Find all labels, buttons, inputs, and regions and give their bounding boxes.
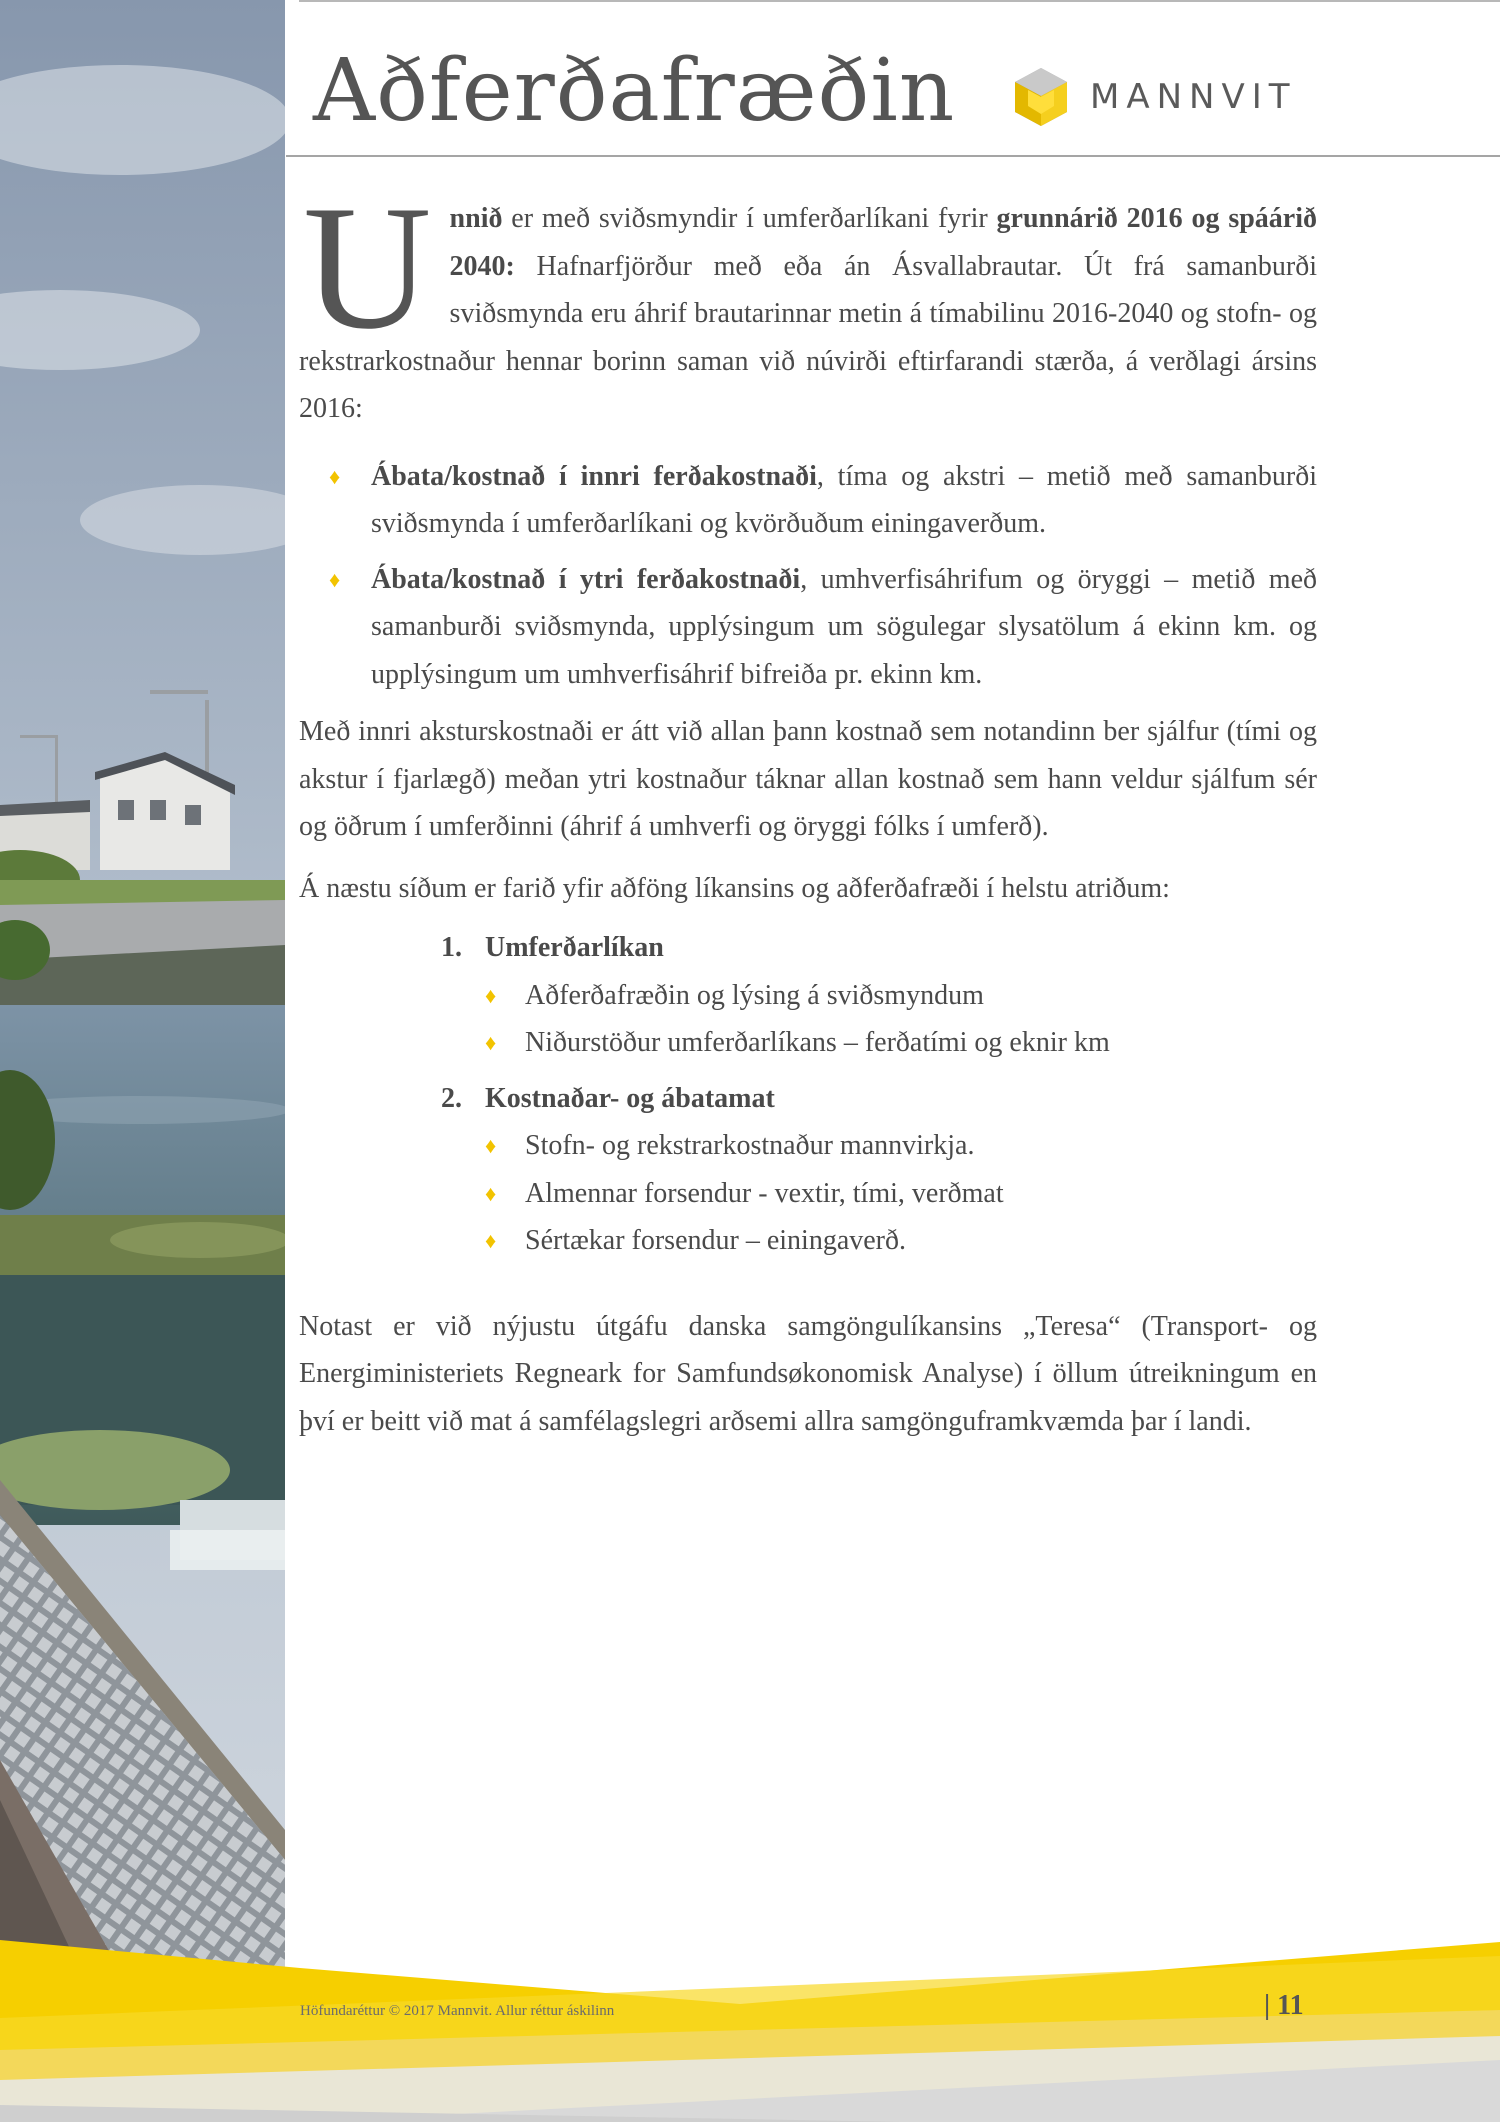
- footer-band: [0, 1940, 1500, 2122]
- page-title: Aðferðafræðin: [313, 41, 956, 141]
- closing-paragraph: Notast er við nýjustu útgáfu danska samgöngulíkansins „Teresa“ (Transport- og Energiministeriets Regneark for Samfundsøkonomisk Analyse) í öllum útreikningum en því er beitt við mat á samfélagslegri arðsemi allra samgönguframkvæmda þar í landi.: [299, 1310, 1317, 1437]
- cost-paragraph: Með innri aksturskostnaði er átt við allan þann kostnað sem notandinn ber sjálfur (tími og akstur í fjarlægð) meðan ytri kostnaður táknar allan kostnað sem hann veldur sjálfum sér og öðrum í umferðinni (áhrif á umhverfi og öryggi fólks í umferð).: [299, 716, 1317, 842]
- list-item: ♦ Ábata/kostnað í ytri ferðakostnaði, umhverfisáhrifum og öryggi – metið með samanburði sviðsmynda, upplýsingum um sögulegar slysatölum á ekinn km. og upplýsingum um umhverfisáhrif bifreiða pr. ekinn km.: [299, 556, 1317, 699]
- list-item: ♦ Almennar forsendur - vextir, tími, verðmat: [485, 1170, 1317, 1218]
- list-item: ♦ Sértækar forsendur – einingaverð.: [485, 1217, 1317, 1265]
- cover-photo: [0, 0, 285, 1970]
- list-item: ♦ Aðferðafræðin og lýsing á sviðsmyndum: [485, 972, 1317, 1020]
- diamond-icon: ♦: [485, 1030, 497, 1055]
- intro-years: grunnárið 2016 og spáárið 2040:: [449, 203, 1317, 282]
- subtopic-list: [441, 972, 1317, 1067]
- subtopic-list: [441, 1122, 1317, 1265]
- drop-cap: U: [303, 168, 432, 366]
- mannvit-logo: [1010, 66, 1297, 128]
- topic-title: Umferðarlíkan: [485, 932, 664, 963]
- list-item: ♦ Ábata/kostnað í innri ferðakostnaði, tíma og akstri – metið með samanburði sviðsmynda í umferðarlíkani og kvörðuðum einingaverðum.: [299, 453, 1317, 548]
- list-item: ♦ Stofn- og rekstrarkostnaður mannvirkja.: [485, 1122, 1317, 1170]
- topic-item: [441, 924, 1317, 1067]
- copyright-text: Höfundaréttur © 2017 Mannvit. Allur réttur áskilinn: [300, 2003, 615, 2019]
- topic-title: Kostnaðar- og ábatamat: [485, 1082, 775, 1114]
- top-rule: [299, 0, 1500, 2]
- topic-list: [299, 924, 1317, 1265]
- mannvit-logo-icon: [1010, 66, 1072, 128]
- diamond-icon: ♦: [485, 982, 497, 1008]
- diamond-icon: ♦: [329, 566, 341, 592]
- main-content: [299, 168, 1317, 1445]
- list-item: ♦ Niðurstöður umferðarlíkans – ferðatími og eknir km: [485, 1019, 1317, 1067]
- intro-paragraph: Unnið er með sviðsmyndir í umferðarlíkani fyrir grunnárið 2016 og spáárið 2040: Hafnarfjörður með eða án Ásvallabrautar. Út frá samanburði sviðsmynda eru áhrif brautarinnar metin á tímabilinu 2016-2040 og stofn- og rekstrarkostnaður hennar borinn saman við núvirði eftirfarandi stærða, á verðlagi ársins 2016:: [299, 168, 1317, 424]
- topic-item: [441, 1075, 1317, 1265]
- topic-number: 1.: [441, 932, 462, 963]
- next-pages-paragraph: Á næstu síðum er farið yfir aðföng líkansins og aðferðafræði í helstu atriðum:: [299, 872, 1170, 904]
- header-rule: [286, 155, 1500, 157]
- intro-lead: nnið: [449, 203, 503, 234]
- cost-bullet-list: [299, 453, 1317, 699]
- diamond-icon: ♦: [485, 1180, 497, 1206]
- diamond-icon: ♦: [485, 1228, 497, 1253]
- page-number: | 11: [1264, 1990, 1304, 2021]
- topic-number: 2.: [441, 1082, 462, 1114]
- diamond-icon: ♦: [329, 463, 341, 489]
- logo-text: MANNVIT: [1090, 77, 1297, 117]
- diamond-icon: ♦: [485, 1133, 497, 1158]
